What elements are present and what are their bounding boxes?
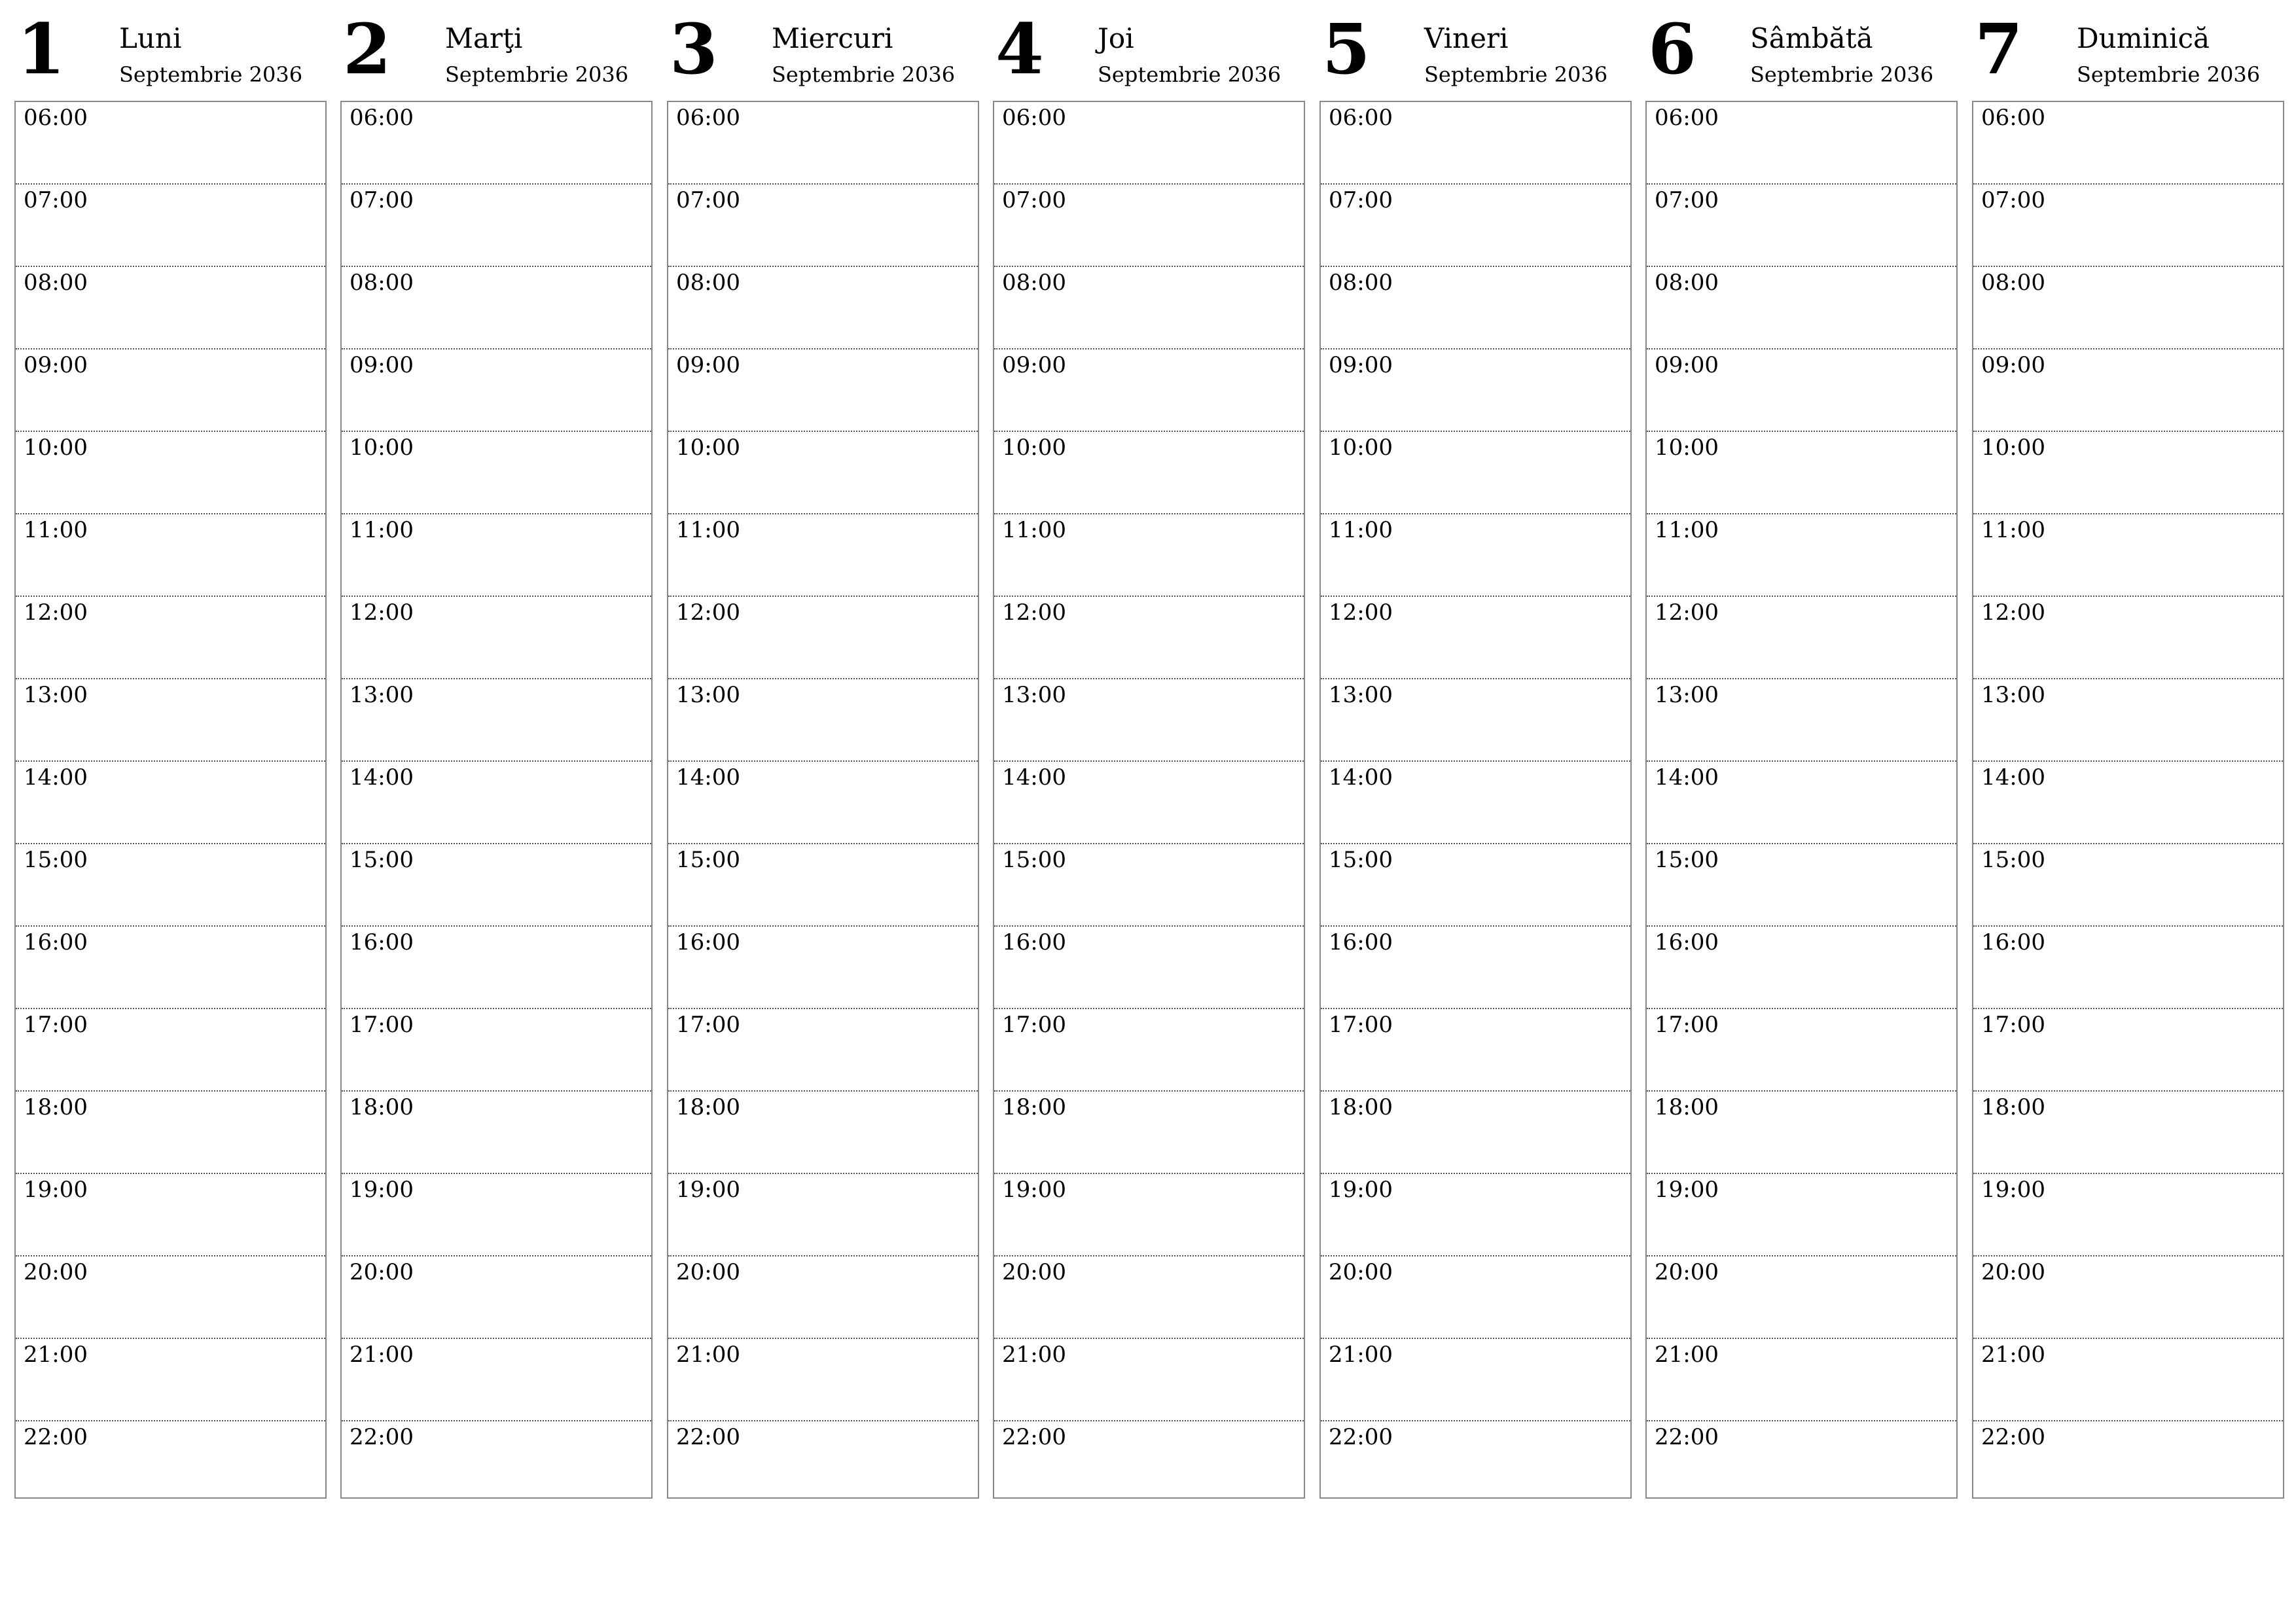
time-slot[interactable] <box>1321 1339 1630 1421</box>
time-slot-label: 15:00 <box>1981 847 2045 873</box>
time-slot-label: 11:00 <box>1981 517 2045 543</box>
time-slot[interactable] <box>1973 185 2283 267</box>
time-slot-label: 14:00 <box>1002 764 1066 791</box>
day-schedule-box <box>667 101 979 1499</box>
time-slot[interactable] <box>668 185 978 267</box>
time-slot[interactable] <box>1973 1174 2283 1257</box>
time-slot[interactable] <box>16 432 325 514</box>
time-slot-label: 18:00 <box>1981 1094 2045 1120</box>
time-slot[interactable] <box>1973 1092 2283 1174</box>
time-slot[interactable] <box>1973 1009 2283 1092</box>
time-slot-label: 16:00 <box>24 929 88 955</box>
time-slot[interactable] <box>16 927 325 1009</box>
time-slot-label: 06:00 <box>1655 105 1719 131</box>
time-slot[interactable] <box>1973 432 2283 514</box>
time-slot[interactable] <box>1321 267 1630 349</box>
time-slot[interactable] <box>1647 1092 1956 1174</box>
time-slot[interactable] <box>1647 1257 1956 1339</box>
day-month-year: Septembrie 2036 <box>445 62 629 87</box>
time-slot[interactable] <box>16 1174 325 1257</box>
time-slot[interactable] <box>16 514 325 597</box>
time-slot-label: 19:00 <box>676 1177 740 1203</box>
time-slot[interactable] <box>342 267 651 349</box>
time-slot-label: 14:00 <box>1981 764 2045 791</box>
day-schedule-box <box>993 101 1305 1499</box>
time-slot-label: 22:00 <box>1981 1424 2045 1450</box>
day-schedule-box <box>340 101 653 1499</box>
time-slot-label: 14:00 <box>1329 764 1393 791</box>
time-slot[interactable] <box>1647 267 1956 349</box>
time-slot-label: 12:00 <box>1655 599 1719 626</box>
time-slot-label: 12:00 <box>1981 599 2045 626</box>
time-slot-label: 22:00 <box>1002 1424 1066 1450</box>
time-slot-label: 08:00 <box>350 270 414 296</box>
time-slot-label: 21:00 <box>1981 1342 2045 1368</box>
time-slot-label: 22:00 <box>24 1424 88 1450</box>
day-name: Joi <box>1098 22 1134 54</box>
time-slot-label: 12:00 <box>24 599 88 626</box>
time-slot[interactable] <box>994 1009 1304 1092</box>
day-column <box>1972 0 2284 1450</box>
time-slot-label: 16:00 <box>676 929 740 955</box>
time-slot[interactable] <box>994 1421 1304 1504</box>
time-slot-label: 19:00 <box>1329 1177 1393 1203</box>
time-slot[interactable] <box>1321 679 1630 762</box>
time-slot-label: 16:00 <box>1329 929 1393 955</box>
time-slot-label: 10:00 <box>350 435 414 461</box>
time-slot-label: 18:00 <box>1655 1094 1719 1120</box>
time-slot[interactable] <box>668 1174 978 1257</box>
time-slot-label: 08:00 <box>1655 270 1719 296</box>
time-slot-label: 14:00 <box>350 764 414 791</box>
time-slot[interactable] <box>1321 514 1630 597</box>
time-slot-label: 22:00 <box>350 1424 414 1450</box>
time-slot[interactable] <box>16 267 325 349</box>
time-slot-label: 13:00 <box>1655 682 1719 708</box>
time-slot[interactable] <box>1973 1257 2283 1339</box>
day-header <box>1972 0 2284 101</box>
time-slot[interactable] <box>994 1257 1304 1339</box>
time-slot[interactable] <box>1973 927 2283 1009</box>
time-slot-label: 06:00 <box>1981 105 2045 131</box>
time-slot-label: 12:00 <box>1329 599 1393 626</box>
time-slot-label: 20:00 <box>1981 1259 2045 1285</box>
time-slot[interactable] <box>1647 597 1956 679</box>
time-slot[interactable] <box>1973 597 2283 679</box>
time-slot[interactable] <box>342 844 651 927</box>
time-slot-label: 06:00 <box>1002 105 1066 131</box>
day-column <box>667 0 979 1450</box>
time-slot[interactable] <box>994 1174 1304 1257</box>
time-slot-label: 11:00 <box>350 517 414 543</box>
day-column <box>1319 0 1632 1450</box>
time-slot-label: 11:00 <box>1329 517 1393 543</box>
time-slot-label: 16:00 <box>350 929 414 955</box>
time-slot[interactable] <box>994 267 1304 349</box>
day-name: Miercuri <box>772 22 893 54</box>
time-slot-label: 13:00 <box>676 682 740 708</box>
time-slot[interactable] <box>342 597 651 679</box>
time-slot[interactable] <box>1973 844 2283 927</box>
time-slot-label: 17:00 <box>676 1012 740 1038</box>
time-slot-label: 09:00 <box>1981 352 2045 378</box>
time-slot-label: 17:00 <box>1002 1012 1066 1038</box>
time-slot-label: 15:00 <box>24 847 88 873</box>
time-slot-label: 06:00 <box>676 105 740 131</box>
time-slot[interactable] <box>1321 349 1630 432</box>
day-name: Duminică <box>2077 22 2210 54</box>
time-slot-label: 19:00 <box>1002 1177 1066 1203</box>
time-slot-label: 13:00 <box>1329 682 1393 708</box>
time-slot[interactable] <box>994 762 1304 844</box>
time-slot[interactable] <box>342 432 651 514</box>
time-slot[interactable] <box>1647 432 1956 514</box>
day-header <box>1645 0 1958 101</box>
day-schedule-box <box>14 101 327 1499</box>
time-slot-label: 09:00 <box>24 352 88 378</box>
time-slot[interactable] <box>16 1257 325 1339</box>
time-slot[interactable] <box>1321 597 1630 679</box>
time-slot[interactable] <box>1647 927 1956 1009</box>
time-slot-label: 07:00 <box>1329 187 1393 213</box>
time-slot-label: 12:00 <box>350 599 414 626</box>
time-slot[interactable] <box>994 185 1304 267</box>
time-slot[interactable] <box>16 1009 325 1092</box>
time-slot[interactable] <box>16 597 325 679</box>
time-slot[interactable] <box>1321 1174 1630 1257</box>
time-slot[interactable] <box>342 679 651 762</box>
time-slot[interactable] <box>994 1092 1304 1174</box>
time-slot-label: 12:00 <box>676 599 740 626</box>
time-slot-label: 21:00 <box>1329 1342 1393 1368</box>
time-slot[interactable] <box>1973 762 2283 844</box>
time-slot-label: 14:00 <box>676 764 740 791</box>
day-name: Luni <box>119 22 182 54</box>
time-slot[interactable] <box>668 679 978 762</box>
time-slot[interactable] <box>668 927 978 1009</box>
time-slot[interactable] <box>16 1092 325 1174</box>
time-slot[interactable] <box>1647 1174 1956 1257</box>
time-slot[interactable] <box>342 1257 651 1339</box>
time-slot-label: 20:00 <box>1002 1259 1066 1285</box>
time-slot[interactable] <box>342 514 651 597</box>
time-slot-label: 10:00 <box>1002 435 1066 461</box>
time-slot[interactable] <box>1973 102 2283 185</box>
day-header <box>14 0 327 101</box>
day-number: 1 <box>17 8 65 90</box>
time-slot-label: 11:00 <box>676 517 740 543</box>
day-name: Marţi <box>445 22 523 54</box>
time-slot[interactable] <box>1321 762 1630 844</box>
time-slot[interactable] <box>342 349 651 432</box>
day-schedule-box <box>1645 101 1958 1499</box>
time-slot[interactable] <box>1647 514 1956 597</box>
time-slot[interactable] <box>1973 514 2283 597</box>
time-slot[interactable] <box>1321 844 1630 927</box>
time-slot-label: 10:00 <box>1981 435 2045 461</box>
time-slot[interactable] <box>668 432 978 514</box>
day-schedule-box <box>1319 101 1632 1499</box>
time-slot-label: 18:00 <box>1329 1094 1393 1120</box>
time-slot-label: 21:00 <box>1655 1342 1719 1368</box>
time-slot[interactable] <box>1647 102 1956 185</box>
time-slot-label: 11:00 <box>1655 517 1719 543</box>
time-slot-label: 18:00 <box>1002 1094 1066 1120</box>
time-slot[interactable] <box>342 927 651 1009</box>
time-slot[interactable] <box>1321 1092 1630 1174</box>
time-slot[interactable] <box>668 1421 978 1504</box>
time-slot-label: 10:00 <box>24 435 88 461</box>
time-slot[interactable] <box>342 1009 651 1092</box>
time-slot-label: 11:00 <box>1002 517 1066 543</box>
day-schedule-box <box>1972 101 2284 1499</box>
time-slot-label: 14:00 <box>24 764 88 791</box>
time-slot-label: 09:00 <box>1655 352 1719 378</box>
time-slot[interactable] <box>668 514 978 597</box>
time-slot[interactable] <box>1647 679 1956 762</box>
time-slot[interactable] <box>1321 432 1630 514</box>
time-slot-label: 17:00 <box>350 1012 414 1038</box>
time-slot[interactable] <box>994 432 1304 514</box>
time-slot[interactable] <box>16 185 325 267</box>
time-slot[interactable] <box>16 102 325 185</box>
day-number: 4 <box>996 8 1044 90</box>
time-slot-label: 16:00 <box>1002 929 1066 955</box>
time-slot-label: 07:00 <box>1655 187 1719 213</box>
time-slot-label: 08:00 <box>1981 270 2045 296</box>
time-slot[interactable] <box>16 679 325 762</box>
time-slot-label: 13:00 <box>1002 682 1066 708</box>
time-slot-label: 06:00 <box>24 105 88 131</box>
day-number: 5 <box>1322 8 1371 90</box>
time-slot[interactable] <box>668 349 978 432</box>
day-header <box>340 0 653 101</box>
time-slot-label: 15:00 <box>1329 847 1393 873</box>
time-slot-label: 17:00 <box>24 1012 88 1038</box>
time-slot[interactable] <box>668 762 978 844</box>
time-slot-label: 19:00 <box>1655 1177 1719 1203</box>
time-slot[interactable] <box>1647 1339 1956 1421</box>
time-slot[interactable] <box>1647 1421 1956 1504</box>
time-slot-label: 10:00 <box>676 435 740 461</box>
time-slot[interactable] <box>1973 1339 2283 1421</box>
time-slot-label: 06:00 <box>350 105 414 131</box>
time-slot-label: 19:00 <box>1981 1177 2045 1203</box>
time-slot-label: 18:00 <box>676 1094 740 1120</box>
time-slot[interactable] <box>668 1009 978 1092</box>
time-slot-label: 18:00 <box>24 1094 88 1120</box>
time-slot-label: 07:00 <box>24 187 88 213</box>
time-slot[interactable] <box>16 844 325 927</box>
time-slot-label: 21:00 <box>24 1342 88 1368</box>
time-slot-label: 08:00 <box>1329 270 1393 296</box>
time-slot[interactable] <box>668 1257 978 1339</box>
time-slot-label: 07:00 <box>1981 187 2045 213</box>
day-number: 2 <box>343 8 391 90</box>
time-slot[interactable] <box>342 1339 651 1421</box>
time-slot[interactable] <box>668 597 978 679</box>
time-slot-label: 09:00 <box>676 352 740 378</box>
time-slot-label: 13:00 <box>1981 682 2045 708</box>
day-month-year: Septembrie 2036 <box>1424 62 1608 87</box>
time-slot-label: 16:00 <box>1981 929 2045 955</box>
time-slot-label: 15:00 <box>1002 847 1066 873</box>
time-slot-label: 19:00 <box>350 1177 414 1203</box>
time-slot[interactable] <box>342 185 651 267</box>
day-month-year: Septembrie 2036 <box>2077 62 2261 87</box>
time-slot-label: 07:00 <box>350 187 414 213</box>
time-slot-label: 06:00 <box>1329 105 1393 131</box>
time-slot-label: 19:00 <box>24 1177 88 1203</box>
time-slot[interactable] <box>994 844 1304 927</box>
time-slot[interactable] <box>1647 844 1956 927</box>
time-slot[interactable] <box>1973 679 2283 762</box>
time-slot[interactable] <box>1321 927 1630 1009</box>
time-slot-label: 17:00 <box>1329 1012 1393 1038</box>
time-slot-label: 09:00 <box>1002 352 1066 378</box>
time-slot-label: 17:00 <box>1655 1012 1719 1038</box>
time-slot[interactable] <box>668 1092 978 1174</box>
time-slot-label: 12:00 <box>1002 599 1066 626</box>
time-slot[interactable] <box>1973 349 2283 432</box>
day-header <box>993 0 1305 101</box>
time-slot-label: 09:00 <box>1329 352 1393 378</box>
time-slot-label: 10:00 <box>1329 435 1393 461</box>
time-slot-label: 07:00 <box>1002 187 1066 213</box>
day-month-year: Septembrie 2036 <box>119 62 303 87</box>
day-column <box>1645 0 1958 1450</box>
time-slot-label: 21:00 <box>1002 1342 1066 1368</box>
time-slot-label: 10:00 <box>1655 435 1719 461</box>
day-number: 6 <box>1648 8 1696 90</box>
day-name: Sâmbătă <box>1750 22 1873 54</box>
time-slot-label: 14:00 <box>1655 764 1719 791</box>
time-slot-label: 21:00 <box>350 1342 414 1368</box>
day-header <box>1319 0 1632 101</box>
time-slot[interactable] <box>668 1339 978 1421</box>
time-slot-label: 08:00 <box>676 270 740 296</box>
time-slot[interactable] <box>342 1092 651 1174</box>
day-name: Vineri <box>1424 22 1509 54</box>
time-slot[interactable] <box>994 597 1304 679</box>
time-slot[interactable] <box>16 762 325 844</box>
day-number: 3 <box>670 8 718 90</box>
time-slot-label: 20:00 <box>24 1259 88 1285</box>
day-column <box>340 0 653 1450</box>
time-slot[interactable] <box>1973 1421 2283 1504</box>
time-slot[interactable] <box>16 1421 325 1504</box>
time-slot[interactable] <box>994 102 1304 185</box>
time-slot-label: 20:00 <box>676 1259 740 1285</box>
time-slot[interactable] <box>342 102 651 185</box>
time-slot-label: 20:00 <box>1655 1259 1719 1285</box>
time-slot[interactable] <box>1321 1257 1630 1339</box>
time-slot[interactable] <box>1647 762 1956 844</box>
time-slot[interactable] <box>1321 185 1630 267</box>
time-slot[interactable] <box>342 1421 651 1504</box>
day-month-year: Septembrie 2036 <box>772 62 956 87</box>
time-slot[interactable] <box>668 267 978 349</box>
time-slot[interactable] <box>1647 1009 1956 1092</box>
time-slot-label: 20:00 <box>350 1259 414 1285</box>
day-number: 7 <box>1975 8 2023 90</box>
time-slot[interactable] <box>342 1174 651 1257</box>
time-slot[interactable] <box>668 102 978 185</box>
time-slot[interactable] <box>994 927 1304 1009</box>
time-slot-label: 07:00 <box>676 187 740 213</box>
time-slot-label: 16:00 <box>1655 929 1719 955</box>
time-slot-label: 21:00 <box>676 1342 740 1368</box>
time-slot[interactable] <box>1321 1009 1630 1092</box>
time-slot[interactable] <box>1647 185 1956 267</box>
day-month-year: Septembrie 2036 <box>1750 62 1934 87</box>
time-slot[interactable] <box>1321 1421 1630 1504</box>
time-slot-label: 22:00 <box>1329 1424 1393 1450</box>
time-slot[interactable] <box>994 1339 1304 1421</box>
time-slot-label: 15:00 <box>1655 847 1719 873</box>
day-month-year: Septembrie 2036 <box>1098 62 1282 87</box>
time-slot-label: 09:00 <box>350 352 414 378</box>
day-header <box>667 0 979 101</box>
time-slot[interactable] <box>668 844 978 927</box>
time-slot[interactable] <box>994 514 1304 597</box>
time-slot-label: 08:00 <box>24 270 88 296</box>
time-slot-label: 08:00 <box>1002 270 1066 296</box>
time-slot-label: 11:00 <box>24 517 88 543</box>
day-column <box>14 0 327 1450</box>
time-slot[interactable] <box>16 1339 325 1421</box>
time-slot-label: 13:00 <box>24 682 88 708</box>
time-slot[interactable] <box>16 349 325 432</box>
time-slot-label: 13:00 <box>350 682 414 708</box>
time-slot[interactable] <box>994 349 1304 432</box>
day-column <box>993 0 1305 1450</box>
time-slot-label: 20:00 <box>1329 1259 1393 1285</box>
time-slot-label: 18:00 <box>350 1094 414 1120</box>
time-slot[interactable] <box>1321 102 1630 185</box>
time-slot-label: 15:00 <box>676 847 740 873</box>
time-slot[interactable] <box>1647 349 1956 432</box>
time-slot-label: 22:00 <box>1655 1424 1719 1450</box>
time-slot-label: 22:00 <box>676 1424 740 1450</box>
time-slot[interactable] <box>342 762 651 844</box>
time-slot-label: 17:00 <box>1981 1012 2045 1038</box>
time-slot-label: 15:00 <box>350 847 414 873</box>
time-slot[interactable] <box>1973 267 2283 349</box>
time-slot[interactable] <box>994 679 1304 762</box>
